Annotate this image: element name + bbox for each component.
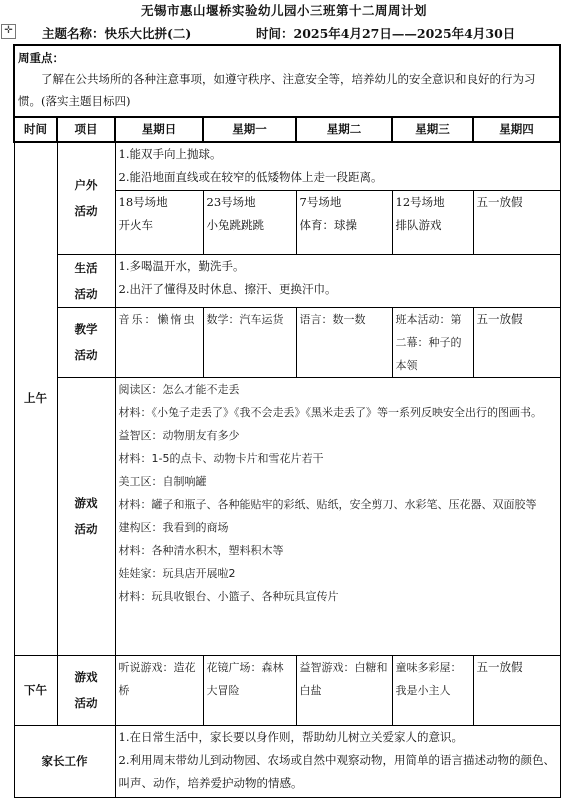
area-line: 益智区：动物朋友有多少 bbox=[118, 428, 240, 442]
parent-work-cell[interactable] bbox=[115, 725, 560, 797]
life-item: 1.多喝温开水，勤洗手。 bbox=[118, 258, 245, 273]
outdoor-thursday-cell[interactable]: 五一放假 bbox=[473, 190, 560, 254]
parent-work-item: 2.利用周末带幼儿到动物园、农场或自然中观察动物，用简单的语言描述动物的颜色、叫声、动作，培养爱护动物的情感。 bbox=[118, 752, 555, 790]
afternoon-wednesday-cell[interactable]: 童味多彩屋：我是小主人 bbox=[392, 655, 473, 725]
area-line: 材料：1-5的点卡、动物卡片和雪花片若干 bbox=[118, 451, 324, 465]
column-header-sunday: 星期日 bbox=[115, 117, 203, 142]
parent-work-item: 1.在日常生活中，家长要以身作则，帮助幼儿树立关爱家人的意识。 bbox=[118, 729, 463, 744]
weekly-plan-table bbox=[13, 44, 561, 798]
life-item: 2.出汗了懂得及时休息、擦汗、更换汗巾。 bbox=[118, 281, 337, 296]
teaching-tuesday-cell[interactable]: 语言：数一数 bbox=[296, 307, 392, 377]
column-header-monday: 星期一 bbox=[203, 117, 296, 142]
plan-dates: 时间：2025年4月27日——2025年4月30日 bbox=[256, 26, 516, 41]
outdoor-sunday-cell[interactable]: 18号场地 开火车 bbox=[115, 190, 203, 254]
table-move-handle-icon[interactable]: ✛ bbox=[1, 24, 16, 39]
outdoor-wednesday-cell[interactable]: 12号场地 排队游戏 bbox=[392, 190, 473, 254]
morning-label: 上午 bbox=[14, 142, 57, 655]
column-header-thursday: 星期四 bbox=[473, 117, 560, 142]
outdoor-goal: 1.能双手向上抛球。 bbox=[118, 147, 222, 161]
outdoor-monday-cell[interactable]: 23号场地 小兔跳跳跳 bbox=[203, 190, 296, 254]
teaching-thursday-cell[interactable]: 五一放假 bbox=[473, 307, 560, 377]
afternoon-tuesday-cell[interactable]: 益智游戏：白糖和白盐 bbox=[296, 655, 392, 725]
weekly-focus-text: 了解在公共场所的各种注意事项，如遵守秩序、注意安全等，培养幼儿的安全意识和良好的行为习惯。(落实主题目标四) bbox=[18, 72, 536, 108]
page-title: 无锡市惠山堰桥实验幼儿园小三班第十二周周计划 bbox=[140, 3, 427, 18]
weekly-focus-cell[interactable] bbox=[14, 45, 560, 117]
outdoor-goal: 2.能沿地面直线或在较窄的低矮物体上走一段距离。 bbox=[118, 170, 383, 184]
area-line: 建构区：我看到的商场 bbox=[118, 520, 229, 534]
theme-name: 主题名称：快乐大比拼(二) bbox=[42, 26, 192, 41]
afternoon-game-label: 游戏 活动 bbox=[57, 655, 115, 725]
outdoor-goals-cell[interactable] bbox=[115, 142, 560, 190]
life-activity-cell[interactable] bbox=[115, 254, 560, 307]
teaching-monday-cell[interactable]: 数学：汽车运货 bbox=[203, 307, 296, 377]
weekly-focus-label: 周重点： bbox=[18, 51, 64, 65]
afternoon-thursday-cell[interactable]: 五一放假 bbox=[473, 655, 560, 725]
afternoon-label: 下午 bbox=[14, 655, 57, 725]
parent-work-label: 家长工作 bbox=[14, 725, 115, 797]
area-line: 材料：《小兔子走丢了》《我不会走丢》《黑米走丢了》等一系列反映安全出行的图画书。 bbox=[118, 405, 542, 419]
area-line: 材料：玩具收银台、小篮子、各种玩具宣传片 bbox=[118, 589, 339, 603]
teaching-activity-label: 教学 活动 bbox=[57, 307, 115, 377]
game-activity-label: 游戏 活动 bbox=[57, 377, 115, 655]
outdoor-tuesday-cell[interactable]: 7号场地 体育：球操 bbox=[296, 190, 392, 254]
column-header-wednesday: 星期三 bbox=[392, 117, 473, 142]
life-activity-label: 生活 活动 bbox=[57, 254, 115, 307]
area-line: 材料：各种清水积木，塑料积木等 bbox=[118, 543, 284, 557]
afternoon-sunday-cell[interactable]: 听说游戏：造花桥 bbox=[115, 655, 203, 725]
column-header-tuesday: 星期二 bbox=[296, 117, 392, 142]
afternoon-monday-cell[interactable]: 花镜广场：森林大冒险 bbox=[203, 655, 296, 725]
column-header-time: 时间 bbox=[14, 117, 57, 142]
teaching-wednesday-cell[interactable]: 班本活动：第二幕：种子的本领 bbox=[392, 307, 473, 377]
teaching-sunday-cell[interactable]: 音乐：懒惰虫 bbox=[115, 307, 203, 377]
area-line: 阅读区：怎么才能不走丢 bbox=[118, 382, 240, 396]
column-header-item: 项目 bbox=[57, 117, 115, 142]
outdoor-activity-label: 户外 活动 bbox=[57, 142, 115, 254]
area-line: 娃娃家：玩具店开展啦2 bbox=[118, 566, 236, 580]
game-areas-cell[interactable] bbox=[115, 377, 560, 655]
area-line: 材料：罐子和瓶子、各种能贴牢的彩纸、贴纸，安全剪刀、水彩笔、压花器、双面胶等 bbox=[118, 497, 537, 511]
area-line: 美工区：自制响罐 bbox=[118, 474, 207, 488]
